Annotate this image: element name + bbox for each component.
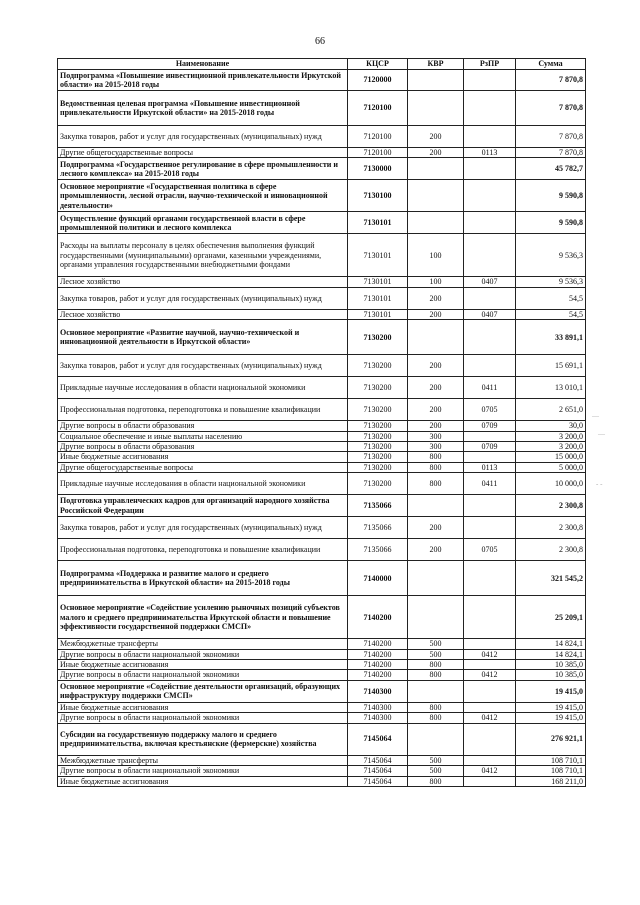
cell-name: Закупка товаров, работ и услуг для государственных (муниципальных) нужд [58,287,348,309]
cell-sum: 19 415,0 [516,680,586,702]
table-row [58,148,586,158]
cell-kvr: 100 [408,277,464,287]
cell-name: Другие вопросы в области образования [58,442,348,452]
table-row [58,126,586,148]
table-row [58,723,586,755]
table-row [58,596,586,639]
table-row [58,776,586,786]
cell-kcsr: 7130200 [348,462,408,472]
cell-name: Межбюджетные трансферты [58,639,348,649]
cell-rzpr [464,287,516,309]
cell-name: Профессиональная подготовка, переподготовка и повышение квалификации [58,399,348,421]
cell-kvr [408,180,464,212]
cell-kcsr: 7130101 [348,287,408,309]
cell-kcsr: 7140000 [348,561,408,596]
cell-rzpr: 0412 [464,713,516,723]
cell-kcsr: 7140300 [348,680,408,702]
cell-kvr: 200 [408,399,464,421]
cell-kcsr: 7130200 [348,452,408,462]
cell-kcsr: 7140200 [348,649,408,659]
cell-kvr: 800 [408,776,464,786]
cell-name: Прикладные научные исследования в области национальной экономики [58,377,348,399]
cell-sum: 2 300,8 [516,539,586,561]
cell-rzpr: 0705 [464,399,516,421]
cell-kvr [408,596,464,639]
cell-name: Иные бюджетные ассигнования [58,776,348,786]
cell-kcsr: 7135066 [348,495,408,517]
cell-kvr: 200 [408,309,464,319]
cell-sum: 9 536,3 [516,277,586,287]
cell-name: Основное мероприятие «Содействие усилению рыночных позиций субъектов малого и среднего предпринимательства Иркутской области и повышение эффективности государственной поддержки СМСП» [58,596,348,639]
cell-kvr [408,495,464,517]
budget-body [58,70,586,787]
cell-name: Лесное хозяйство [58,277,348,287]
cell-rzpr [464,723,516,755]
cell-kvr: 800 [408,702,464,712]
cell-name: Лесное хозяйство [58,309,348,319]
table-row [58,755,586,765]
table-row [58,277,586,287]
cell-sum: 7 870,8 [516,70,586,91]
cell-rzpr [464,320,516,355]
table-row [58,421,586,431]
cell-name: Профессиональная подготовка, переподготовка и повышение квалификации [58,539,348,561]
table-row [58,431,586,441]
cell-name: Социальное обеспечение и иные выплаты населению [58,431,348,441]
cell-kcsr: 7130200 [348,431,408,441]
cell-rzpr: 0709 [464,421,516,431]
cell-kcsr: 7130200 [348,442,408,452]
cell-rzpr [464,561,516,596]
cell-sum: 7 870,8 [516,91,586,126]
cell-rzpr [464,355,516,377]
cell-kcsr: 7140200 [348,670,408,680]
cell-name: Подготовка управленческих кадров для организаций народного хозяйства Российской Федерации [58,495,348,517]
cell-name: Субсидии на государственную поддержку малого и среднего предпринимательства, включая крестьянские (фермерские) хозяйства [58,723,348,755]
cell-rzpr [464,660,516,670]
cell-rzpr: 0709 [464,442,516,452]
cell-sum: 321 545,2 [516,561,586,596]
cell-kcsr: 7140200 [348,660,408,670]
cell-kvr: 200 [408,377,464,399]
cell-name: Ведомственная целевая программа «Повышение инвестиционной привлекательности Иркутской области» на 2015-2018 годы [58,91,348,126]
cell-rzpr: 0113 [464,148,516,158]
cell-kvr: 200 [408,517,464,539]
cell-rzpr: 0113 [464,462,516,472]
cell-kvr: 200 [408,126,464,148]
cell-kcsr: 7140300 [348,713,408,723]
table-row [58,517,586,539]
cell-sum: 5 000,0 [516,462,586,472]
table-row [58,702,586,712]
cell-sum: 276 921,1 [516,723,586,755]
cell-rzpr: 0412 [464,649,516,659]
table-row [58,70,586,91]
cell-sum: 14 824,1 [516,639,586,649]
table-row [58,158,586,180]
cell-kvr: 200 [408,539,464,561]
cell-sum: 7 870,8 [516,126,586,148]
cell-kvr [408,91,464,126]
cell-rzpr [464,517,516,539]
table-row [58,399,586,421]
cell-kvr [408,158,464,180]
cell-sum: 54,5 [516,309,586,319]
cell-sum: 2 651,0 [516,399,586,421]
cell-kcsr: 7130200 [348,377,408,399]
cell-kvr: 500 [408,766,464,776]
cell-kvr [408,70,464,91]
cell-kcsr: 7135066 [348,517,408,539]
cell-name: Расходы на выплаты персоналу в целях обеспечения выполнения функций государственными (муниципальными) органами, казенными учреждениями, органами управления государственными внебюджетными фондами [58,234,348,277]
cell-sum: 14 824,1 [516,649,586,659]
cell-name: Иные бюджетные ассигнования [58,452,348,462]
cell-kvr: 500 [408,649,464,659]
cell-name: Подпрограмма «Государственное регулирование в сфере промышленности и лесного комплекса» на 2015-2018 годы [58,158,348,180]
cell-sum: 15 000,0 [516,452,586,462]
cell-kvr: 200 [408,355,464,377]
cell-kcsr: 7145064 [348,755,408,765]
header-rzpr: РзПР [464,59,516,70]
table-row [58,766,586,776]
cell-rzpr: 0411 [464,473,516,495]
cell-name: Закупка товаров, работ и услуг для государственных (муниципальных) нужд [58,517,348,539]
cell-sum: 13 010,1 [516,377,586,399]
table-row [58,377,586,399]
cell-sum: 9 590,8 [516,180,586,212]
page-number: 66 [315,36,325,47]
cell-rzpr [464,91,516,126]
cell-rzpr: 0412 [464,670,516,680]
table-row [58,561,586,596]
cell-kvr: 200 [408,287,464,309]
table-row [58,212,586,234]
cell-kcsr: 7130200 [348,355,408,377]
cell-rzpr [464,495,516,517]
cell-kcsr: 7130101 [348,212,408,234]
header-row [58,59,586,70]
table-row [58,639,586,649]
cell-name: Основное мероприятие «Государственная политика в сфере промышленности, лесной отрасли, научно-технической и инновационной деятельности» [58,180,348,212]
table-row [58,452,586,462]
header-sum: Сумма [516,59,586,70]
cell-rzpr [464,452,516,462]
cell-kcsr: 7120000 [348,70,408,91]
cell-kvr: 800 [408,713,464,723]
cell-sum: 2 300,8 [516,495,586,517]
cell-rzpr [464,126,516,148]
cell-kvr [408,561,464,596]
cell-name: Иные бюджетные ассигнования [58,660,348,670]
cell-sum: 10 000,0 [516,473,586,495]
cell-name: Прикладные научные исследования в области национальной экономики [58,473,348,495]
margin-mark: — [598,430,605,438]
cell-name: Подпрограмма «Повышение инвестиционной привлекательности Иркутской области» на 2015-2018 годы [58,70,348,91]
cell-kcsr: 7120100 [348,126,408,148]
cell-kcsr: 7130200 [348,399,408,421]
table-row [58,287,586,309]
table-row [58,649,586,659]
cell-sum: 10 385,0 [516,670,586,680]
cell-kcsr: 7130000 [348,158,408,180]
cell-rzpr [464,680,516,702]
header-kvr: КВР [408,59,464,70]
cell-kvr: 800 [408,670,464,680]
table-row [58,91,586,126]
cell-rzpr [464,180,516,212]
cell-kcsr: 7145064 [348,723,408,755]
cell-rzpr: 0407 [464,277,516,287]
cell-sum: 168 211,0 [516,776,586,786]
margin-mark: - - [596,480,603,488]
cell-rzpr: 0412 [464,766,516,776]
header-name: Наименование [58,59,348,70]
cell-name: Другие общегосударственные вопросы [58,462,348,472]
table-row [58,539,586,561]
table-row [58,355,586,377]
table-row [58,713,586,723]
cell-sum: 9 536,3 [516,234,586,277]
table-row [58,670,586,680]
cell-kcsr: 7130101 [348,234,408,277]
cell-sum: 45 782,7 [516,158,586,180]
cell-sum: 10 385,0 [516,660,586,670]
cell-kvr: 500 [408,755,464,765]
cell-kvr: 200 [408,148,464,158]
cell-name: Основное мероприятие «Содействие деятельности организаций, образующих инфраструктуру поддержки СМСП» [58,680,348,702]
cell-sum: 2 300,8 [516,517,586,539]
cell-kcsr: 7140200 [348,639,408,649]
cell-kcsr: 7130200 [348,421,408,431]
cell-sum: 7 870,8 [516,148,586,158]
table-row [58,680,586,702]
cell-name: Другие вопросы в области образования [58,421,348,431]
cell-kvr: 800 [408,452,464,462]
cell-rzpr [464,755,516,765]
table-row [58,660,586,670]
cell-sum: 33 891,1 [516,320,586,355]
cell-rzpr: 0407 [464,309,516,319]
cell-kvr: 300 [408,442,464,452]
cell-kcsr: 7140300 [348,702,408,712]
cell-kcsr: 7140200 [348,596,408,639]
cell-kvr: 800 [408,473,464,495]
cell-kvr [408,320,464,355]
cell-kvr: 100 [408,234,464,277]
cell-sum: 19 415,0 [516,713,586,723]
cell-kcsr: 7145064 [348,766,408,776]
cell-sum: 15 691,1 [516,355,586,377]
header-kcsr: КЦСР [348,59,408,70]
cell-name: Закупка товаров, работ и услуг для государственных (муниципальных) нужд [58,355,348,377]
cell-rzpr [464,212,516,234]
cell-name: Подпрограмма «Поддержка и развитие малого и среднего предпринимательства в Иркутской области» на 2015-2018 годы [58,561,348,596]
cell-name: Другие общегосударственные вопросы [58,148,348,158]
cell-kvr: 800 [408,660,464,670]
cell-name: Основное мероприятие «Развитие научной, научно-технической и инновационной деятельности в Иркутской области» [58,320,348,355]
cell-rzpr [464,158,516,180]
table-row [58,462,586,472]
cell-sum: 25 209,1 [516,596,586,639]
cell-sum: 3 200,0 [516,431,586,441]
cell-kvr: 200 [408,421,464,431]
cell-kcsr: 7130101 [348,277,408,287]
cell-sum: 9 590,8 [516,212,586,234]
cell-kvr [408,680,464,702]
cell-name: Иные бюджетные ассигнования [58,702,348,712]
cell-name: Другие вопросы в области национальной экономики [58,670,348,680]
table-row [58,234,586,277]
cell-kvr [408,723,464,755]
cell-kcsr: 7130100 [348,180,408,212]
budget-table [57,58,586,787]
cell-kcsr: 7130101 [348,309,408,319]
cell-kvr: 300 [408,431,464,441]
cell-rzpr [464,702,516,712]
table-row [58,442,586,452]
margin-mark: — [592,412,599,420]
cell-kvr: 800 [408,462,464,472]
cell-rzpr [464,776,516,786]
cell-kvr [408,212,464,234]
table-row [58,320,586,355]
cell-rzpr [464,596,516,639]
cell-kcsr: 7120100 [348,148,408,158]
cell-rzpr: 0705 [464,539,516,561]
cell-rzpr: 0411 [464,377,516,399]
cell-sum: 3 200,0 [516,442,586,452]
cell-sum: 30,0 [516,421,586,431]
table-row [58,309,586,319]
table-row [58,180,586,212]
cell-sum: 54,5 [516,287,586,309]
cell-name: Межбюджетные трансферты [58,755,348,765]
cell-kcsr: 7130200 [348,320,408,355]
cell-rzpr [464,70,516,91]
cell-kcsr: 7120100 [348,91,408,126]
cell-kcsr: 7135066 [348,539,408,561]
cell-name: Осуществление функций органами государственной власти в сфере промышленной политики и лесного комплекса [58,212,348,234]
table-row [58,473,586,495]
cell-name: Другие вопросы в области национальной экономики [58,766,348,776]
cell-rzpr [464,639,516,649]
table-row [58,495,586,517]
cell-sum: 108 710,1 [516,755,586,765]
cell-sum: 19 415,0 [516,702,586,712]
cell-kcsr: 7130200 [348,473,408,495]
cell-name: Другие вопросы в области национальной экономики [58,649,348,659]
cell-rzpr [464,431,516,441]
cell-name: Другие вопросы в области национальной экономики [58,713,348,723]
cell-name: Закупка товаров, работ и услуг для государственных (муниципальных) нужд [58,126,348,148]
cell-sum: 108 710,1 [516,766,586,776]
cell-kcsr: 7145064 [348,776,408,786]
cell-kvr: 500 [408,639,464,649]
cell-rzpr [464,234,516,277]
